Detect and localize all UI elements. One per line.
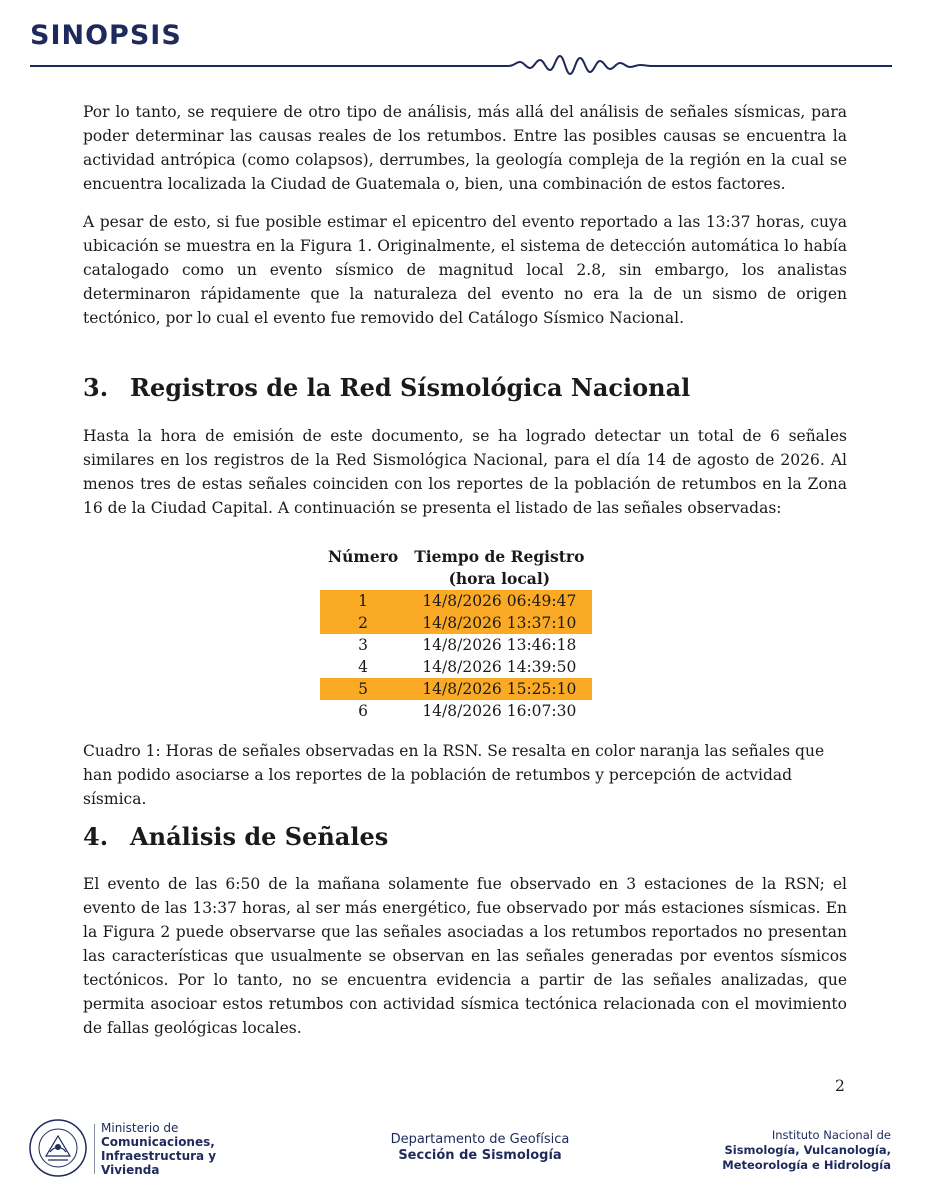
col-number-header: Número — [328, 547, 399, 566]
row-time: 14/8/2026 15:25:10 — [406, 678, 592, 700]
section-3-heading — [83, 373, 690, 402]
col-time-header-line1: Tiempo de Registro — [414, 547, 585, 566]
ministry-line4: Vivienda — [101, 1163, 160, 1177]
table-row — [320, 656, 592, 678]
section-name: Sección de Sismología — [398, 1148, 562, 1163]
paragraph-records: Hasta la hora de emisión de este documento, se ha logrado detectar un total de 6 señales similares en los registros de la Red Sismológica Nacional, para el día 14 de agosto de 2026. Al menos tres de estas señales coinciden con los reportes de la población de retumbos en la Zona 16 de la Ciudad Capital. A continuación se presenta el listado de las señales observadas: — [83, 427, 847, 517]
row-number: 3 — [358, 636, 369, 654]
header-seismic-rule — [30, 52, 892, 76]
footer-divider — [94, 1124, 95, 1174]
ministry-line2: Comunicaciones, — [101, 1135, 215, 1149]
ministry-line1: Ministerio de — [101, 1121, 179, 1135]
insivumeh-line3: Meteorología e Hidrología — [722, 1158, 891, 1172]
table-row — [320, 700, 592, 722]
signals-table — [320, 546, 592, 722]
footer-department — [330, 1132, 630, 1164]
section-4-number: 4. — [83, 822, 109, 851]
row-number: 6 — [358, 702, 369, 720]
row-time: 14/8/2026 06:49:47 — [406, 590, 592, 612]
paragraph-causes: Por lo tanto, se requiere de otro tipo de análisis, más allá del análisis de señales sísmicas, para poder determinar las causas reales de los retumbos. Entre las posibles causas se encuentra la actividad antrópica (como colapsos), derrumbes, la geología compleja de la región en la cual se encuentra localizada la Ciudad de Guatemala o, bien, una combinación de estos factores. — [83, 103, 847, 193]
col-time-header-line2: (hora local) — [448, 569, 551, 588]
row-time: 14/8/2026 16:07:30 — [422, 702, 577, 720]
page-number: 2 — [835, 1077, 845, 1095]
table-row — [320, 612, 592, 634]
col-time-header — [406, 546, 592, 590]
row-time: 14/8/2026 13:46:18 — [422, 636, 577, 654]
section-3-title: Registros de la Red Sísmológica Nacional — [130, 373, 691, 402]
ministry-logo-text — [101, 1121, 216, 1177]
insivumeh-line2: Sismología, Vulcanología, — [724, 1143, 891, 1157]
table-row — [320, 678, 592, 700]
paragraph-epicenter: A pesar de esto, si fue posible estimar el epicentro del evento reportado a las 13:37 horas, cuya ubicación se muestra en la Figura 1. Originalmente, el sistema de detección automática lo había catalogado como un evento sísmico de magnitud local 2.8, sin embargo, los analistas determinaron rápidamente que la naturaleza del evento no era la de un sismo de origen tectónico, por lo cual el evento fue removido del Catálogo Sísmico Nacional. — [83, 213, 847, 327]
row-number: 4 — [358, 658, 369, 676]
section-4-heading — [83, 822, 388, 851]
insivumeh-line1: Instituto Nacional de — [771, 1128, 891, 1142]
section-3-number: 3. — [83, 373, 109, 402]
section-4-title: Análisis de Señales — [130, 822, 389, 851]
table-row — [320, 590, 592, 612]
row-number: 2 — [320, 612, 406, 634]
ministry-line3: Infraestructura y — [101, 1149, 217, 1163]
table-caption: Cuadro 1: Horas de señales observadas en la RSN. Se resalta en color naranja las señales que han podido asociarse a los reportes de la población de retumbos y percepción de actvidad sísmica. — [83, 742, 825, 808]
row-number: 1 — [320, 590, 406, 612]
row-time: 14/8/2026 13:37:10 — [406, 612, 592, 634]
row-time: 14/8/2026 14:39:50 — [422, 658, 577, 676]
table-header-row — [320, 546, 592, 590]
guatemala-seal-icon — [28, 1118, 88, 1178]
row-number: 5 — [320, 678, 406, 700]
paragraph-signal-analysis: El evento de las 6:50 de la mañana solamente fue observado en 3 estaciones de la RSN; el evento de las 13:37 horas, al ser más energético, fue observado por más estaciones sísmicas. En la Figura 2 puede observarse que las señales asociadas a los retumbos reportados no presentan las características que usualmente se observan en las señales generadas por eventos sísmicos tectónicos. Por lo tanto, no se encuentra evidencia a partir de las señales analizadas, que permita asocioar estos retumbos con actividad sísmica tectónica relacionada con el movimiento de fallas geológicas locales. — [83, 875, 847, 1037]
insivumeh-logo-text — [722, 1128, 891, 1173]
table-row — [320, 634, 592, 656]
department-name: Departamento de Geofísica — [390, 1132, 570, 1147]
header-title: SINOPSIS — [30, 20, 182, 51]
